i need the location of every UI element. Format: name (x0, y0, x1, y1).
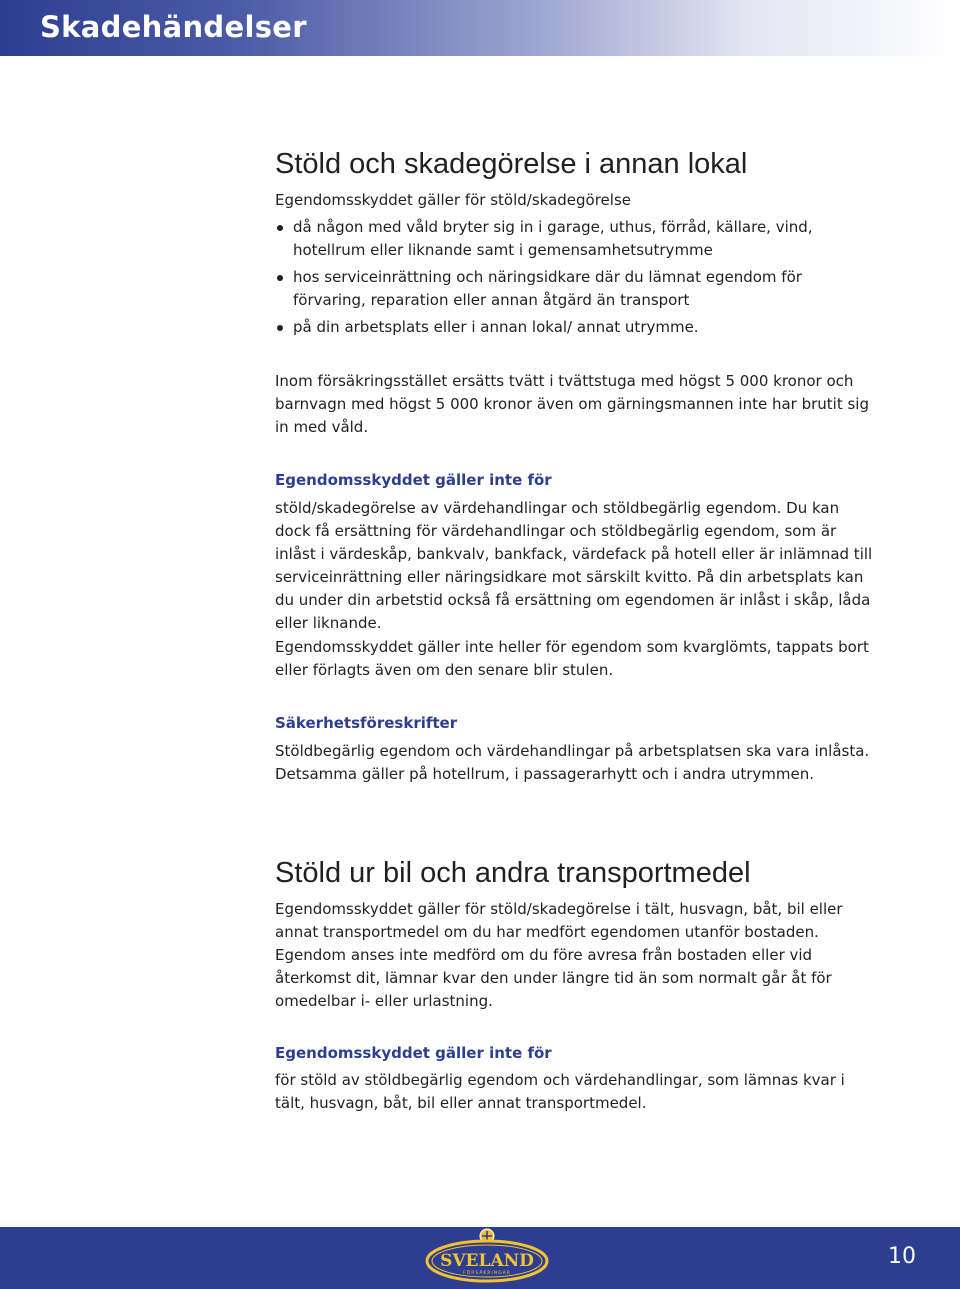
section1-exclusions-heading: Egendomsskyddet gäller inte för (275, 471, 552, 489)
page-header (0, 0, 960, 56)
section2-heading: Stöld ur bil och andra transportmedel (275, 857, 751, 889)
list-item: hos serviceinrättning och näringsidkare där du lämnat egendom för förvaring, reparation eller annan åtgärd än transport (275, 266, 875, 312)
bullet-icon (277, 225, 283, 231)
section1-heading: Stöld och skadegörelse i annan lokal (275, 148, 748, 180)
section1-exclusions-text: stöld/skadegörelse av värdehandlingar och stöldbegärlig egendom. Du kan dock få ersättning för värdehandlingar och stöldbegärlig egendom, som är inlåst i värdeskåp, bankvalv, bankfack, värdefack på hotell eller är inlämnad till serviceinrättning eller näringsidkare mot särskilt kvitto. På din arbetsplats kan du under din arbetstid också få ersättning om egendomen är inlåst i skåp, låda eller liknande. (275, 499, 873, 632)
section2-exclusions-text: för stöld av stöldbegärlig egendom och värdehandlingar, som lämnas kvar i tält, husvagn, båt, bil eller annat transportmedel. (275, 1071, 845, 1112)
page-footer (0, 1227, 960, 1289)
list-item: på din arbetsplats eller i annan lokal/ annat utrymme. (275, 316, 875, 339)
header-title: Skadehändelser (40, 10, 307, 44)
section1-exclusions-text-2: Egendomsskyddet gäller inte heller för egendom som kvarglömts, tappats bort eller förlagts även om den senare blir stulen. (275, 638, 869, 679)
section1-bullet-list (275, 216, 875, 339)
section2-exclusions-heading: Egendomsskyddet gäller inte för (275, 1044, 552, 1062)
laundry-paragraph: Inom försäkringsstället ersätts tvätt i tvättstuga med högst 5 000 kronor och barnvagn med högst 5 000 kronor även om gärningsmannen inte har brutit sig in med våld. (275, 372, 869, 436)
list-item: då någon med våld bryter sig in i garage, uthus, förråd, källare, vind, hotellrum eller liknande samt i gemensamhetsutrymme (275, 216, 875, 262)
section1-intro: Egendomsskyddet gäller för stöld/skadegörelse (275, 191, 632, 209)
bullet-icon (277, 325, 283, 331)
logo-text: SVELAND (440, 1251, 534, 1271)
logo-subtext: FÖRSÄKRINGAR (463, 1271, 511, 1276)
safety-text: Stöldbegärlig egendom och värdehandlingar på arbetsplatsen ska vara inlåsta. Detsamma gäller på hotellrum, i passagerarhytt och i andra utrymmen. (275, 742, 870, 783)
sveland-logo (424, 1227, 550, 1287)
safety-heading: Säkerhetsföreskrifter (275, 714, 458, 732)
section2-text: Egendomsskyddet gäller för stöld/skadegörelse i tält, husvagn, båt, bil eller annat transportmedel om du har medfört egendomen utanför bostaden. Egendom anses inte medförd om du före avresa från bostaden eller vid återkomst dit, lämnar kvar den under längre tid än som normalt går åt för omedelbar i- eller urlastning. (275, 900, 843, 1010)
bullet-icon (277, 275, 283, 281)
page-number: 10 (888, 1244, 916, 1269)
